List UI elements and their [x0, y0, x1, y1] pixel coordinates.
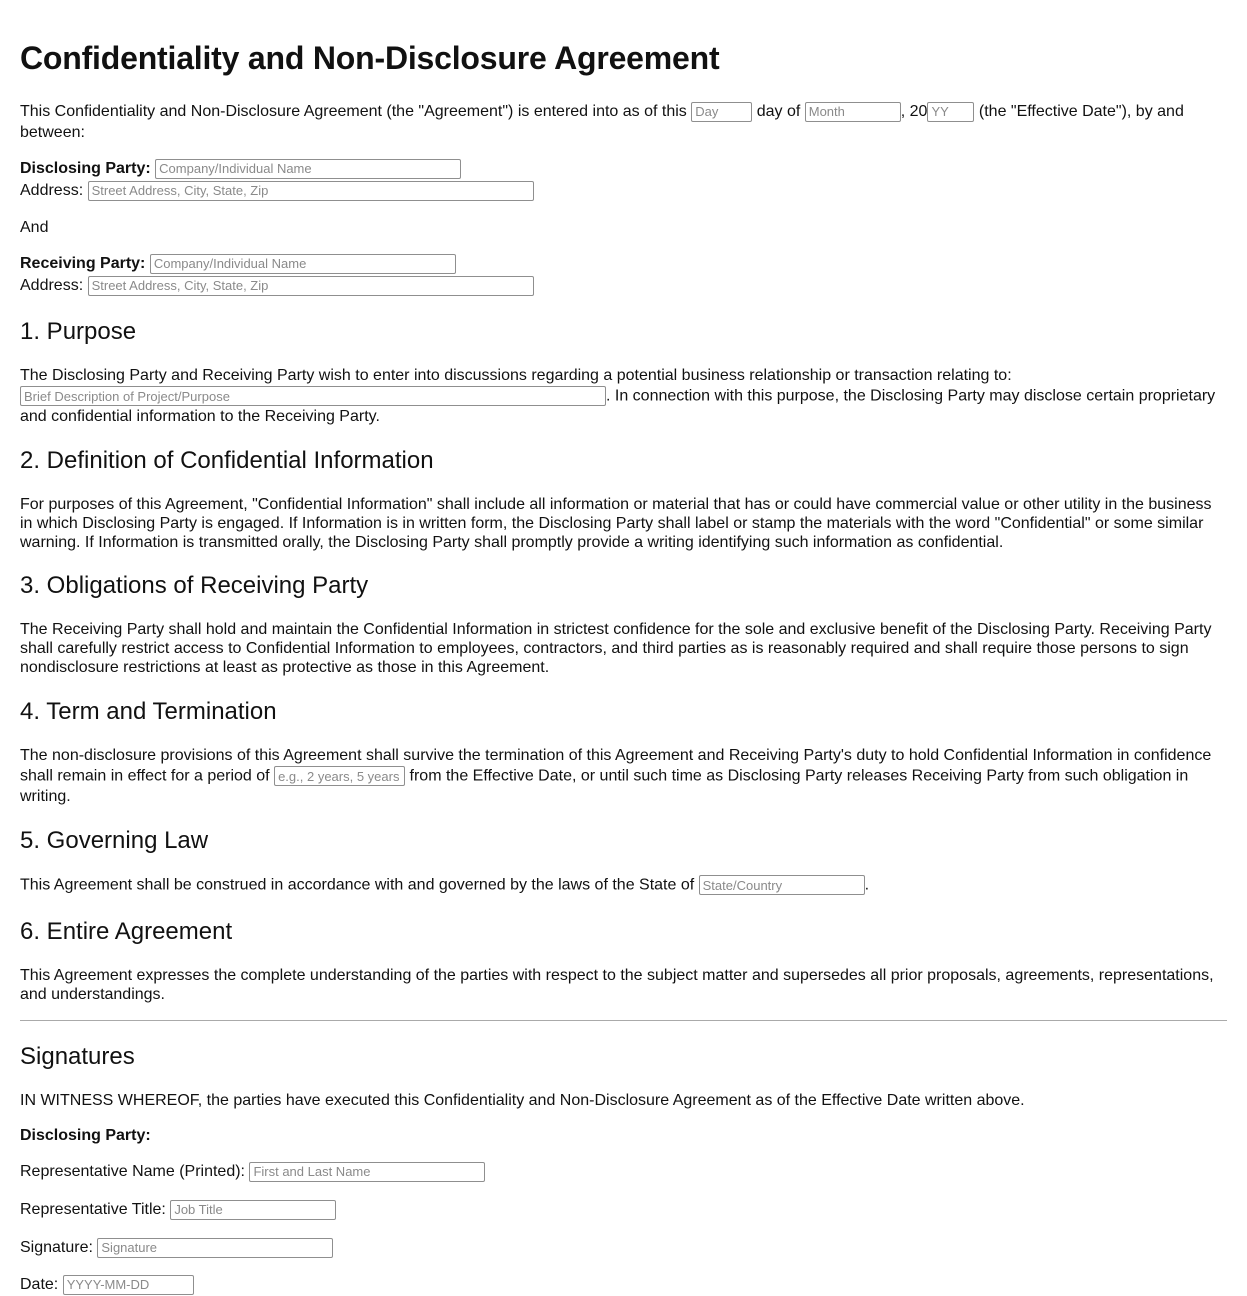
receiving-address-label: Address:: [20, 277, 84, 294]
section-purpose-heading: 1. Purpose: [20, 318, 137, 345]
law-before-field: This Agreement shall be construed in accordance with and governed by the laws of the State of: [20, 876, 695, 894]
section-law-text: [20, 875, 1227, 896]
intro-line2: between:: [20, 124, 85, 141]
year-input[interactable]: [927, 102, 974, 122]
rep-name-label: Representative Name (Printed):: [20, 1163, 245, 1180]
section-definition-heading: 2. Definition of Confidential Information: [20, 447, 434, 474]
term-after-field: from the Effective Date, or until such time as Disclosing Party releases Receiving Party from such obligation in: [409, 767, 1189, 785]
date-row: [20, 1274, 194, 1296]
date-input[interactable]: [63, 1275, 194, 1295]
disclosing-party-name-input[interactable]: [155, 159, 461, 179]
section-definition-text: For purposes of this Agreement, "Confidential Information" shall include all information or material that has or could have commercial value or other utility in the business in which Disclosing Party is engaged. If Information is in written form, the Disclosing Party shall label or stamp the materials with the word "Confidential" or some similar warning. If Information is transmitted orally, the Disclosing Party shall promptly provide a writing identifying such information as confidential.: [20, 496, 1212, 551]
purpose-after-field: . In connection with this purpose, the Disclosing Party may disclose certain proprietary: [606, 387, 1216, 405]
section-obligations-text: The Receiving Party shall hold and maintain the Confidential Information in strictest confidence for the sole and exclusive benefit of the Disclosing Party. Receiving Party shall carefully restrict access to Confidential Information to employees, contractors, and third parties as is reasonably required and shall require those persons to sign nondisclosure restrictions at least as protective as those in this Agreement.: [20, 621, 1212, 676]
intro-year-prefix: , 20: [900, 103, 928, 120]
day-input[interactable]: [691, 102, 752, 122]
term-line1: The non-disclosure provisions of this Agreement shall survive the termination of this Agreement and Receiving Party's duty to hold Confidential Information in confidence: [20, 747, 1212, 764]
purpose-line3: and confidential information to the Receiving Party.: [20, 407, 380, 425]
intro-effective-date-text: (the "Effective Date"), by and: [978, 103, 1184, 120]
purpose-line1: The Disclosing Party and Receiving Party wish to enter into discussions regarding a potential business relationship or transaction relating to:: [20, 367, 1012, 384]
intro-paragraph: [20, 101, 1227, 143]
signature-party-label: [20, 1125, 151, 1147]
term-line3: writing.: [20, 787, 71, 805]
page-title: Confidentiality and Non-Disclosure Agreement: [20, 40, 720, 76]
month-input[interactable]: [805, 102, 901, 122]
intro-day-of-text: day of: [756, 103, 801, 120]
rep-title-row: [20, 1199, 336, 1221]
project-description-input[interactable]: [20, 386, 606, 406]
rep-name-input[interactable]: [249, 1162, 485, 1182]
law-after-field: .: [864, 876, 870, 894]
section-term-text: [20, 746, 1227, 807]
section-entire-heading: 6. Entire Agreement: [20, 918, 233, 945]
signature-input[interactable]: [97, 1238, 333, 1258]
receiving-address-row: [20, 275, 534, 297]
governing-state-input[interactable]: [699, 875, 865, 895]
and-text: And: [20, 219, 49, 236]
section-obligations-heading: 3. Obligations of Receiving Party: [20, 572, 369, 599]
receiving-party-name-input[interactable]: [150, 254, 456, 274]
witness-text: IN WITNESS WHEREOF, the parties have executed this Confidentiality and Non-Disclosure Agreement as of the Effective Date written above.: [20, 1092, 1025, 1109]
term-period-input[interactable]: [274, 766, 405, 786]
disclosing-address-row: [20, 180, 534, 202]
receiving-address-input[interactable]: [88, 276, 534, 296]
rep-title-label: Representative Title:: [20, 1201, 166, 1218]
receiving-party-row: [20, 253, 456, 275]
disclosing-address-input[interactable]: [88, 181, 534, 201]
signature-row: [20, 1237, 333, 1259]
rep-name-row: [20, 1161, 485, 1183]
rep-title-input[interactable]: [170, 1200, 336, 1220]
signature-label: Signature:: [20, 1239, 93, 1256]
term-before-field: shall remain in effect for a period of: [20, 767, 270, 785]
section-law-heading: 5. Governing Law: [20, 827, 209, 854]
receiving-party-label: Receiving Party:: [20, 255, 146, 272]
section-term-heading: 4. Term and Termination: [20, 698, 277, 725]
section-divider: [20, 1020, 1227, 1021]
signatures-heading: Signatures: [20, 1043, 135, 1070]
disclosing-party-row: [20, 158, 461, 180]
date-label: Date:: [20, 1276, 59, 1293]
intro-text: This Confidentiality and Non-Disclosure Agreement (the "Agreement") is entered into as of this: [20, 103, 687, 120]
signature-disclosing-party-label: Disclosing Party:: [20, 1127, 151, 1144]
section-entire-text: This Agreement expresses the complete understanding of the parties with respect to the subject matter and supersedes all prior proposals, agreements, representations, and understandings.: [20, 967, 1214, 1003]
disclosing-party-label: Disclosing Party:: [20, 160, 151, 177]
disclosing-address-label: Address:: [20, 182, 84, 199]
section-purpose-text: [20, 366, 1227, 427]
